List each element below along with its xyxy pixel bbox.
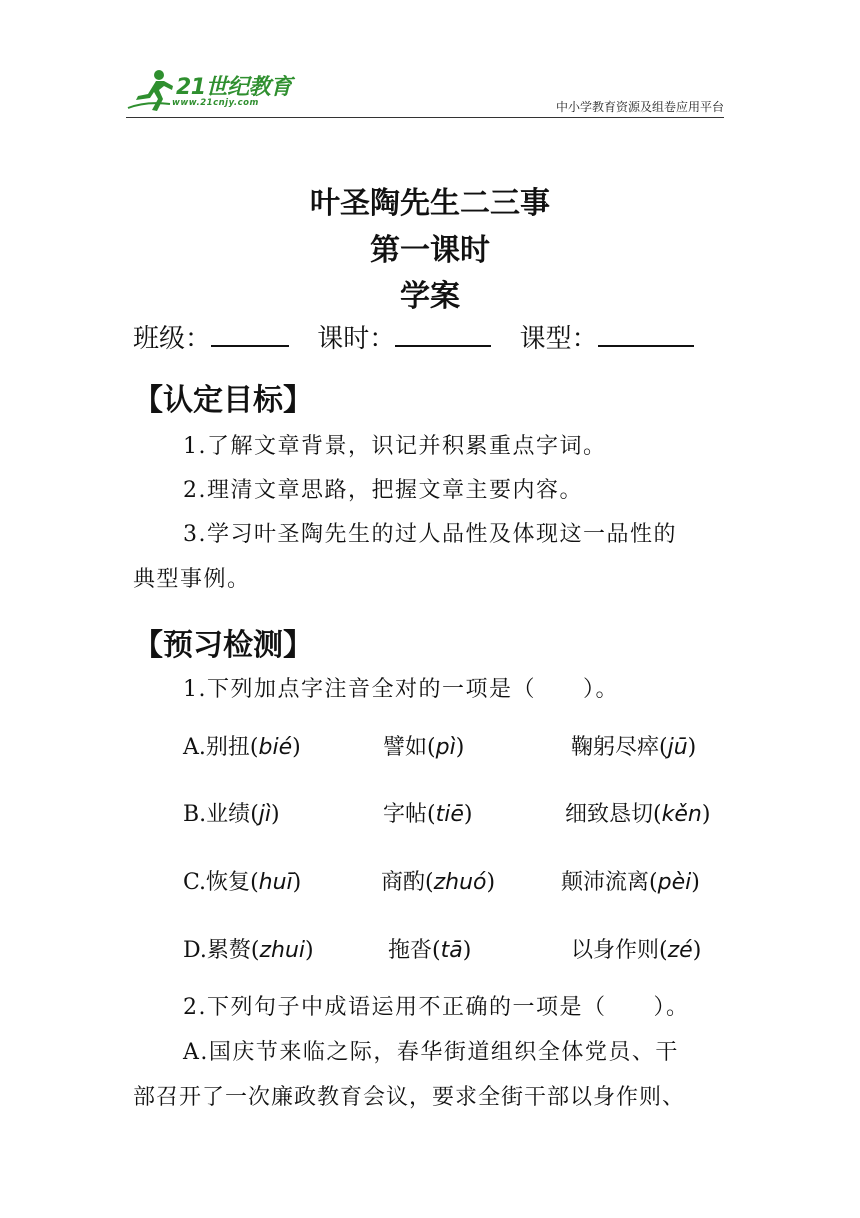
option-c-word-1: C.恢复(huī) [183, 870, 302, 895]
platform-label: 中小学教育资源及组卷应用平台 [555, 100, 724, 114]
question-2-option-a: A.国庆节来临之际，春华街道组织全体党员、干 [183, 1040, 679, 1065]
option-a-word-3: 鞠躬尽瘁(jū) [571, 735, 697, 760]
option-d-word-1: D.累赘(zhui) [183, 938, 314, 963]
page-header [126, 62, 724, 120]
lesson-subtitle: 第一课时 [370, 233, 490, 268]
question-2-option-a-cont: 部召开了一次廉政教育会议，要求全街干部以身作则、 [133, 1085, 686, 1110]
option-d-word-3: 以身作则(zé) [571, 938, 702, 963]
lesson-type-title: 学案 [400, 279, 460, 314]
period-label: 课时： [317, 324, 396, 354]
goal-item: 典型事例。 [133, 567, 251, 592]
option-c-word-2: 商酌(zhuó) [381, 870, 496, 895]
option-d-word-2: 拖沓(tā) [388, 938, 472, 963]
goal-item: 2.理清文章思路，把握文章主要内容。 [183, 478, 583, 503]
option-b-word-1: B.业绩(jì) [183, 802, 280, 827]
logo-text: 21世纪教育 [176, 75, 292, 100]
goal-item: 1.了解文章背景，识记并积累重点字词。 [183, 434, 607, 459]
option-c-word-3: 颠沛流离(pèi) [561, 870, 700, 895]
type-label: 课型： [519, 324, 598, 354]
goals-heading: 【认定目标】 [133, 383, 313, 418]
option-b-word-3: 细致恳切(kěn) [565, 802, 711, 827]
site-logo [126, 68, 296, 114]
header-divider [126, 117, 724, 118]
runner-icon [126, 68, 176, 114]
lesson-title: 叶圣陶先生二三事 [310, 186, 550, 221]
option-a-word-2: 譬如(pì) [383, 735, 465, 760]
type-blank[interactable] [598, 319, 694, 347]
option-b-word-2: 字帖(tiē) [383, 802, 473, 827]
class-label: 班级： [133, 324, 212, 354]
class-blank[interactable] [211, 319, 289, 347]
goal-item: 3.学习叶圣陶先生的过人品性及体现这一品性的 [183, 522, 677, 547]
question-2: 2.下列句子中成语运用不正确的一项是（ ）。 [183, 995, 690, 1020]
preview-heading: 【预习检测】 [133, 628, 313, 663]
period-blank[interactable] [395, 319, 491, 347]
logo-url: www.21cnjy.com [172, 98, 259, 108]
question-1: 1.下列加点字注音全对的一项是（ ）。 [183, 677, 619, 702]
meta-row [133, 318, 694, 355]
option-a-word-1: A.别扭(bié) [183, 735, 301, 760]
